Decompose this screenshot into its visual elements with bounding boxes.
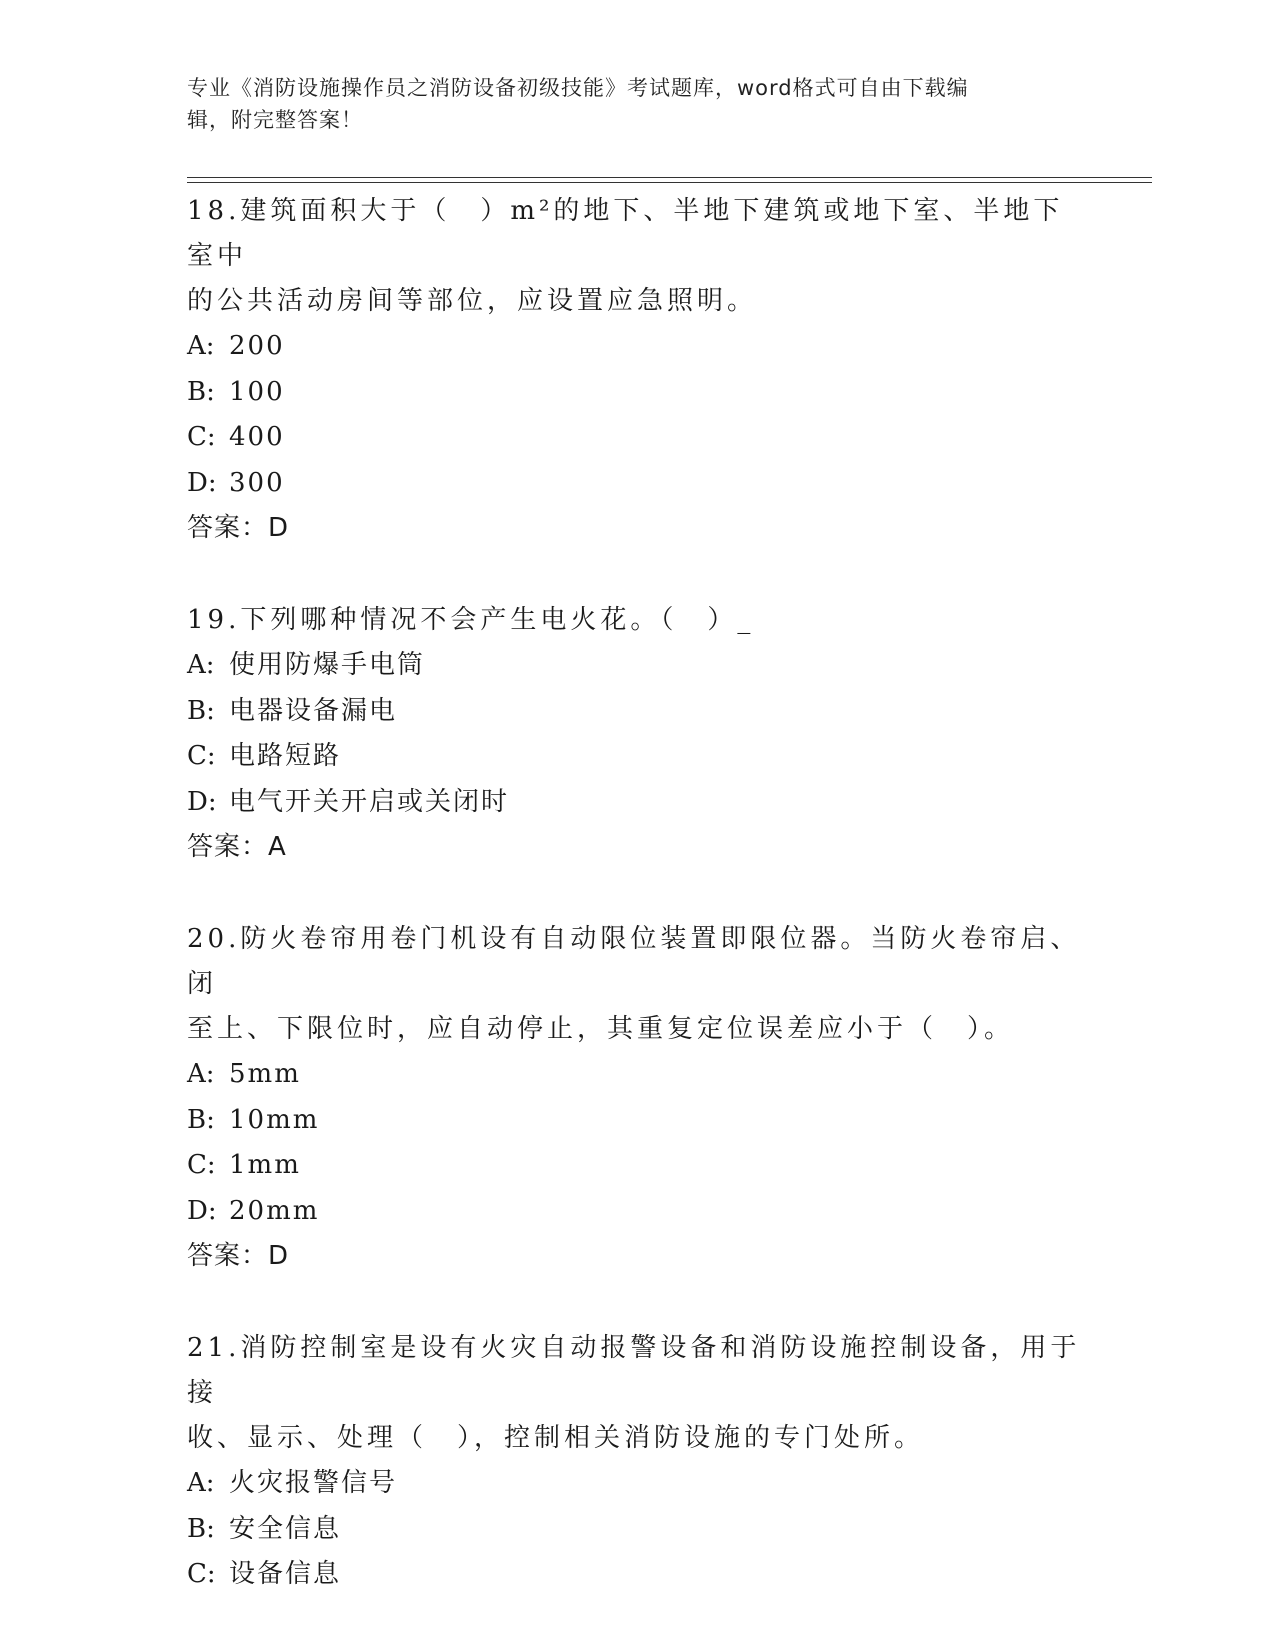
option-c [187,415,1087,461]
option-b [187,1098,1087,1144]
question-text-continued: 至上、下限位时，应自动停止，其重复定位误差应小于（ ）。 [187,1014,1015,1044]
option-key: C: [187,1150,216,1180]
header-divider-bottom [187,182,1152,183]
option-key: A: [187,650,215,680]
option-value: 100 [229,376,285,407]
option-value: 10mm [229,1104,320,1135]
question-text: 20.防火卷帘用卷门机设有自动限位装置即限位器。当防火卷帘启、闭 [187,924,1081,999]
option-value: 1mm [229,1150,301,1180]
option-value: 使用防爆手电筒 [229,650,426,680]
option-b [187,689,1087,735]
question-text-continued: 收、显示、处理（ ），控制相关消防设施的专门处所。 [187,1423,925,1453]
option-c [187,1552,1087,1598]
question-text-continued: 的公共活动房间等部位，应设置应急照明。 [187,286,758,316]
header-line-1: 专业《消防设施操作员之消防设备初级技能》考试题库，word格式可自由下载编 [187,76,969,100]
question-19 [187,598,1087,870]
option-key: D: [187,1195,217,1226]
answer-line: 答案：D [187,513,290,543]
answer-line: 答案：A [187,832,287,862]
option-value: 电气开关开启或关闭时 [229,786,510,817]
option-b [187,1507,1087,1553]
option-value: 5mm [229,1059,301,1089]
question-20 [187,917,1087,1279]
option-key: B: [187,376,215,407]
option-key: B: [187,695,215,726]
option-value: 电路短路 [229,741,342,771]
option-c [187,734,1087,780]
option-value: 400 [229,422,285,452]
header-divider-top [187,177,1152,178]
option-key: B: [187,1513,215,1544]
option-key: B: [187,1104,215,1135]
option-a [187,1461,1087,1507]
option-value: 200 [229,331,285,361]
option-key: D: [187,786,217,817]
question-text: 21.消防控制室是设有火灾自动报警设备和消防设施控制设备，用于接 [187,1333,1081,1408]
option-key: D: [187,467,217,498]
option-value: 安全信息 [229,1513,342,1544]
option-value: 电器设备漏电 [229,695,398,726]
option-a [187,643,1087,689]
document-header [187,72,1067,136]
option-c [187,1143,1087,1189]
option-value: 设备信息 [229,1559,342,1589]
option-key: C: [187,1559,216,1589]
answer-line: 答案：D [187,1241,290,1271]
option-b [187,370,1087,416]
option-key: A: [187,1468,215,1498]
header-line-2: 辑，附完整答案！ [187,108,363,132]
option-key: A: [187,331,215,361]
question-text: 18.建筑面积大于（ ）m²的地下、半地下建筑或地下室、半地下室中 [187,196,1064,271]
option-d [187,1189,1087,1235]
question-21 [187,1326,1087,1598]
question-text: 19.下列哪种情况不会产生电火花。（ ）_ [187,605,755,635]
question-18 [187,189,1087,551]
option-key: C: [187,422,216,452]
option-d [187,461,1087,507]
option-d [187,780,1087,826]
option-value: 火灾报警信号 [229,1468,398,1498]
question-list [187,189,1087,1598]
option-value: 20mm [229,1195,320,1226]
option-key: A: [187,1059,215,1089]
option-a [187,324,1087,370]
option-a [187,1052,1087,1098]
option-key: C: [187,741,216,771]
option-value: 300 [229,467,285,498]
